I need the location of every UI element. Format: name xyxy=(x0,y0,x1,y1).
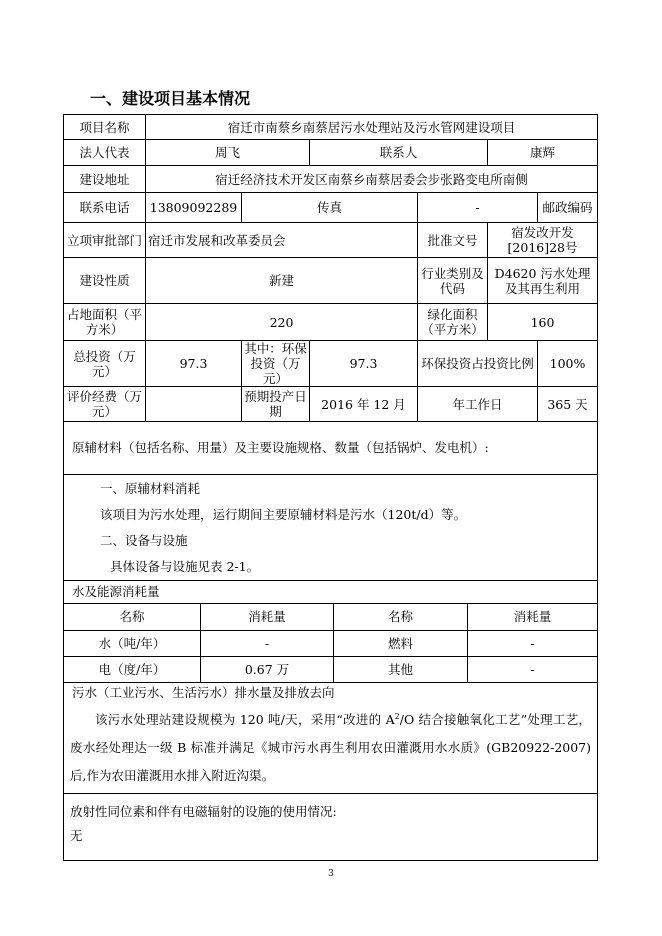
env-ratio-value: 100% xyxy=(538,341,598,387)
materials-sub1: 一、原辅材料消耗 xyxy=(100,481,201,496)
wastewater-text xyxy=(70,703,591,790)
address-label: 建设地址 xyxy=(64,166,146,193)
materials-body xyxy=(64,475,597,580)
fax-value: - xyxy=(418,193,538,223)
area-label: 占地面积（平方米） xyxy=(64,304,146,341)
row-water xyxy=(64,630,598,656)
approval-dept-label: 立项审批部门 xyxy=(64,223,146,258)
green-label: 绿化面积（平方米） xyxy=(418,304,488,341)
materials-sub2: 二、设备与设施 xyxy=(100,533,188,548)
eval-fee-value xyxy=(146,387,242,422)
project-name-value: 宿迁市南蔡乡南蔡居污水处理站及污水管网建设项目 xyxy=(146,115,598,140)
approval-dept-value: 宿迁市发展和改革委员会 xyxy=(146,223,418,258)
wastewater-text-sup: 2 xyxy=(394,711,400,721)
row-investment xyxy=(64,341,598,387)
energy-col-name-2: 名称 xyxy=(334,603,468,630)
env-invest-value: 97.3 xyxy=(310,341,418,387)
row-wastewater xyxy=(64,682,598,793)
contact-label: 联系人 xyxy=(310,140,488,166)
workdays-label: 年工作日 xyxy=(418,387,538,422)
water-label: 水（吨/年） xyxy=(64,630,201,656)
env-ratio-label: 环保投资占投资比例 xyxy=(418,341,538,387)
energy-table xyxy=(63,581,598,861)
workdays-value: 365 天 xyxy=(538,387,598,422)
eval-fee-label: 评价经费（万元） xyxy=(64,387,146,422)
wastewater-title: 污水（工业污水、生活污水）排水量及排放去向 xyxy=(72,684,335,700)
row-eval-fee xyxy=(64,387,598,422)
form-table-wrapper xyxy=(63,114,597,861)
row-area xyxy=(64,304,598,341)
radiation-text: 无 xyxy=(70,827,83,843)
legal-rep-label: 法人代表 xyxy=(64,140,146,166)
date-value: 2016 年 12 月 xyxy=(310,387,418,422)
materials-title: 原辅材料（包括名称、用量）及主要设施规格、数量（包括锅炉、发电机）: xyxy=(64,422,597,475)
invest-label: 总投资（万元） xyxy=(64,341,146,387)
energy-col-name-1: 名称 xyxy=(64,603,201,630)
approval-no-value: 宿发改开发[2016]28号 xyxy=(488,223,598,258)
wastewater-text-part2: /O 结合接触氧化工艺”处理工艺，废水经处理达一级 B 标准并满足《城市污水再生利用农田灌溉用水水质》(GB20922-2007)后,作为农田灌溉用水排入附近沟渠。 xyxy=(70,711,592,783)
materials-text2: 具体设备与设施见表 2-1。 xyxy=(110,559,260,574)
energy-col-amount-2: 消耗量 xyxy=(468,603,598,630)
wastewater-section xyxy=(64,682,598,793)
fuel-value: - xyxy=(468,630,598,656)
fax-label: 传真 xyxy=(242,193,418,223)
invest-value: 97.3 xyxy=(146,341,242,387)
postcode-label: 邮政编码 xyxy=(538,193,598,223)
row-approval xyxy=(64,223,598,258)
row-phone xyxy=(64,193,598,223)
env-invest-label: 其中：环保投资（万元） xyxy=(242,341,310,387)
row-energy-header xyxy=(64,603,598,630)
power-label: 电（度/年） xyxy=(64,656,201,682)
industry-value: D4620 污水处理及其再生利用 xyxy=(488,258,598,304)
green-value: 160 xyxy=(488,304,598,341)
contact-value: 康辉 xyxy=(488,140,598,166)
address-value: 宿迁经济技术开发区南蔡乡南蔡居委会步张路变电所南侧 xyxy=(146,166,598,193)
materials-section xyxy=(64,422,598,581)
other-value: - xyxy=(468,656,598,682)
row-materials xyxy=(64,422,598,581)
row-address xyxy=(64,166,598,193)
radiation-title: 放射性同位素和伴有电磁辐射的设施的使用情况: xyxy=(70,803,337,819)
nature-label: 建设性质 xyxy=(64,258,146,304)
section-heading: 一、建设项目基本情况 xyxy=(90,89,251,108)
power-value: 0.67 万 xyxy=(201,656,334,682)
date-label: 预期投产日期 xyxy=(242,387,310,422)
area-value: 220 xyxy=(146,304,418,341)
row-power xyxy=(64,656,598,682)
row-radiation xyxy=(64,793,598,860)
project-name-label: 项目名称 xyxy=(64,115,146,140)
energy-col-amount-1: 消耗量 xyxy=(201,603,334,630)
row-nature xyxy=(64,258,598,304)
water-value: - xyxy=(201,630,334,656)
row-legal-rep xyxy=(64,140,598,166)
phone-label: 联系电话 xyxy=(64,193,146,223)
row-energy-title xyxy=(64,581,598,603)
radiation-section xyxy=(64,793,598,860)
phone-value: 13809092289 xyxy=(146,193,242,223)
other-label: 其他 xyxy=(334,656,468,682)
row-project-name xyxy=(64,115,598,140)
fuel-label: 燃料 xyxy=(334,630,468,656)
materials-text1: 该项目为污水处理，运行期间主要原辅材料是污水（120t/d）等。 xyxy=(100,507,467,522)
energy-title: 水及能源消耗量 xyxy=(64,581,598,603)
industry-label: 行业类别及代码 xyxy=(418,258,488,304)
approval-no-label: 批准文号 xyxy=(418,223,488,258)
project-info-table xyxy=(63,114,598,581)
page-number: 3 xyxy=(328,869,334,879)
nature-value: 新建 xyxy=(146,258,418,304)
legal-rep-value: 周飞 xyxy=(146,140,310,166)
wastewater-text-part1: 该污水处理站建设规模为 120 吨/天，采用“改进的 A xyxy=(95,711,395,727)
